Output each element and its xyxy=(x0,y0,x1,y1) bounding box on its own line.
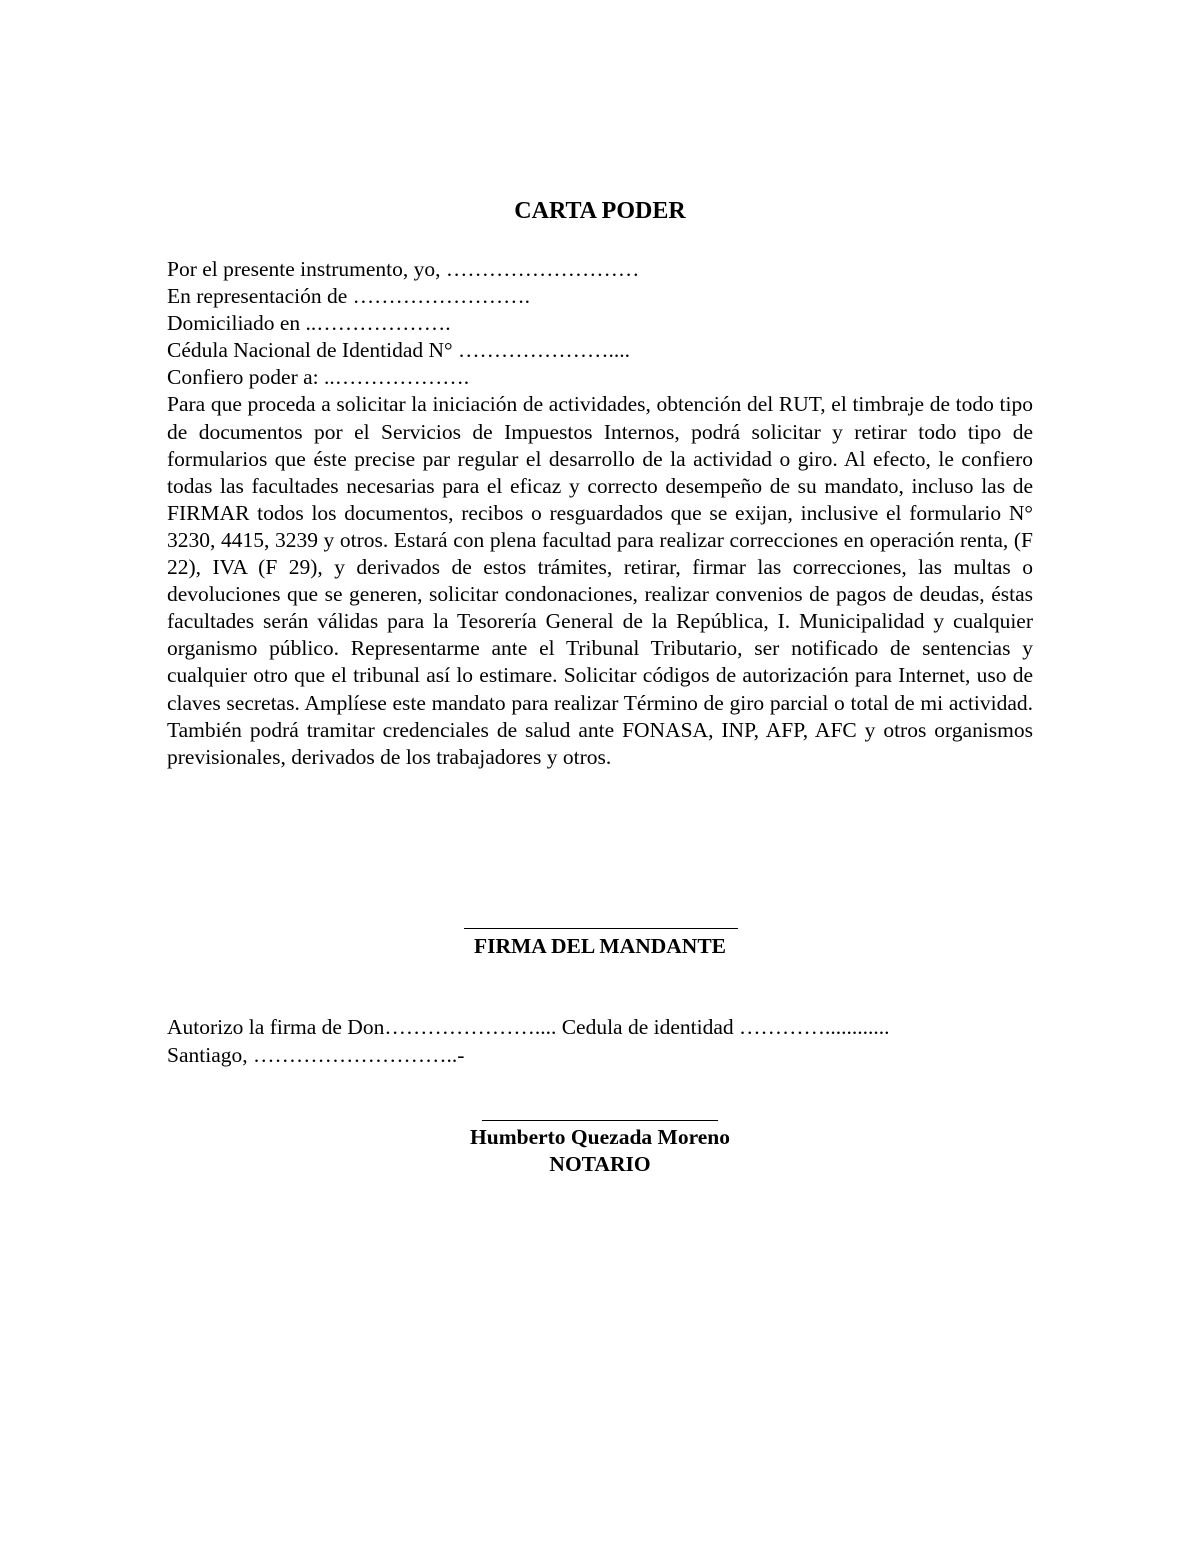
notary-signature-block xyxy=(0,1120,1200,1178)
authorization-block xyxy=(167,1013,1033,1069)
mandate-paragraph: Para que proceda a solicitar la iniciación de actividades, obtención del RUT, el timbraje de todo tipo de documentos por el Servicios de Impuestos Internos, podrá solicitar y retirar todo tipo de formularios que éste precise par regular el desarrollo de la actividad o giro. Al efecto, le confiero todas las facultades necesarias para el eficaz y correcto desempeño de su mandato, incluso las de FIRMAR todos los documentos, recibos o resguardados que se exijan, inclusive el formulario N° 3230, 4415, 3239 y otros. Estará con plena facultad para realizar correcciones en operación renta, (F 22), IVA (F 29), y derivados de estos trámites, retirar, firmar las correcciones, las multas o devoluciones que se generen, solicitar condonaciones, realizar convenios de pagos de deudas, éstas facultades serán válidas para la Tesorería General de la República, I. Municipalidad y cualquier organismo público. Representarme ante el Tribunal Tributario, ser notificado de sentencias y cualquier otro que el tribunal así lo estimare. Solicitar códigos de autorización para Internet, uso de claves secretas. Amplíese este mandato para realizar Término de giro parcial o total de mi actividad. También podrá tramitar credenciales de salud ante FONASA, INP, AFP, AFC y otros organismos previsionales, derivados de los trabajadores y otros. xyxy=(167,392,1033,769)
place-line: Santiago, ………………………..- xyxy=(167,1043,465,1067)
field-line-representation: En representación de ……………………. xyxy=(167,284,531,309)
field-line-id-number: Cédula Nacional de Identidad N° ………………….... xyxy=(167,338,630,363)
notary-name: Humberto Quezada Moreno xyxy=(470,1125,730,1149)
notary-signature-line xyxy=(482,1120,718,1121)
field-line-attorney: Confiero poder a: ..………………. xyxy=(167,365,470,390)
document-body xyxy=(167,256,1033,771)
mandante-signature-block xyxy=(0,928,1200,960)
mandante-signature-label: FIRMA DEL MANDANTE xyxy=(473,934,727,958)
document-title: CARTA PODER xyxy=(514,198,686,224)
field-line-grantor: Por el presente instrumento, yo, ……………………… xyxy=(167,257,640,281)
mandante-signature-line xyxy=(464,928,738,929)
notary-title: NOTARIO xyxy=(549,1152,651,1176)
field-line-domicile: Domiciliado en ..………………. xyxy=(167,311,451,336)
authorization-line: Autorizo la firma de Don………………….... Cedula de identidad …………............ xyxy=(167,1015,890,1039)
